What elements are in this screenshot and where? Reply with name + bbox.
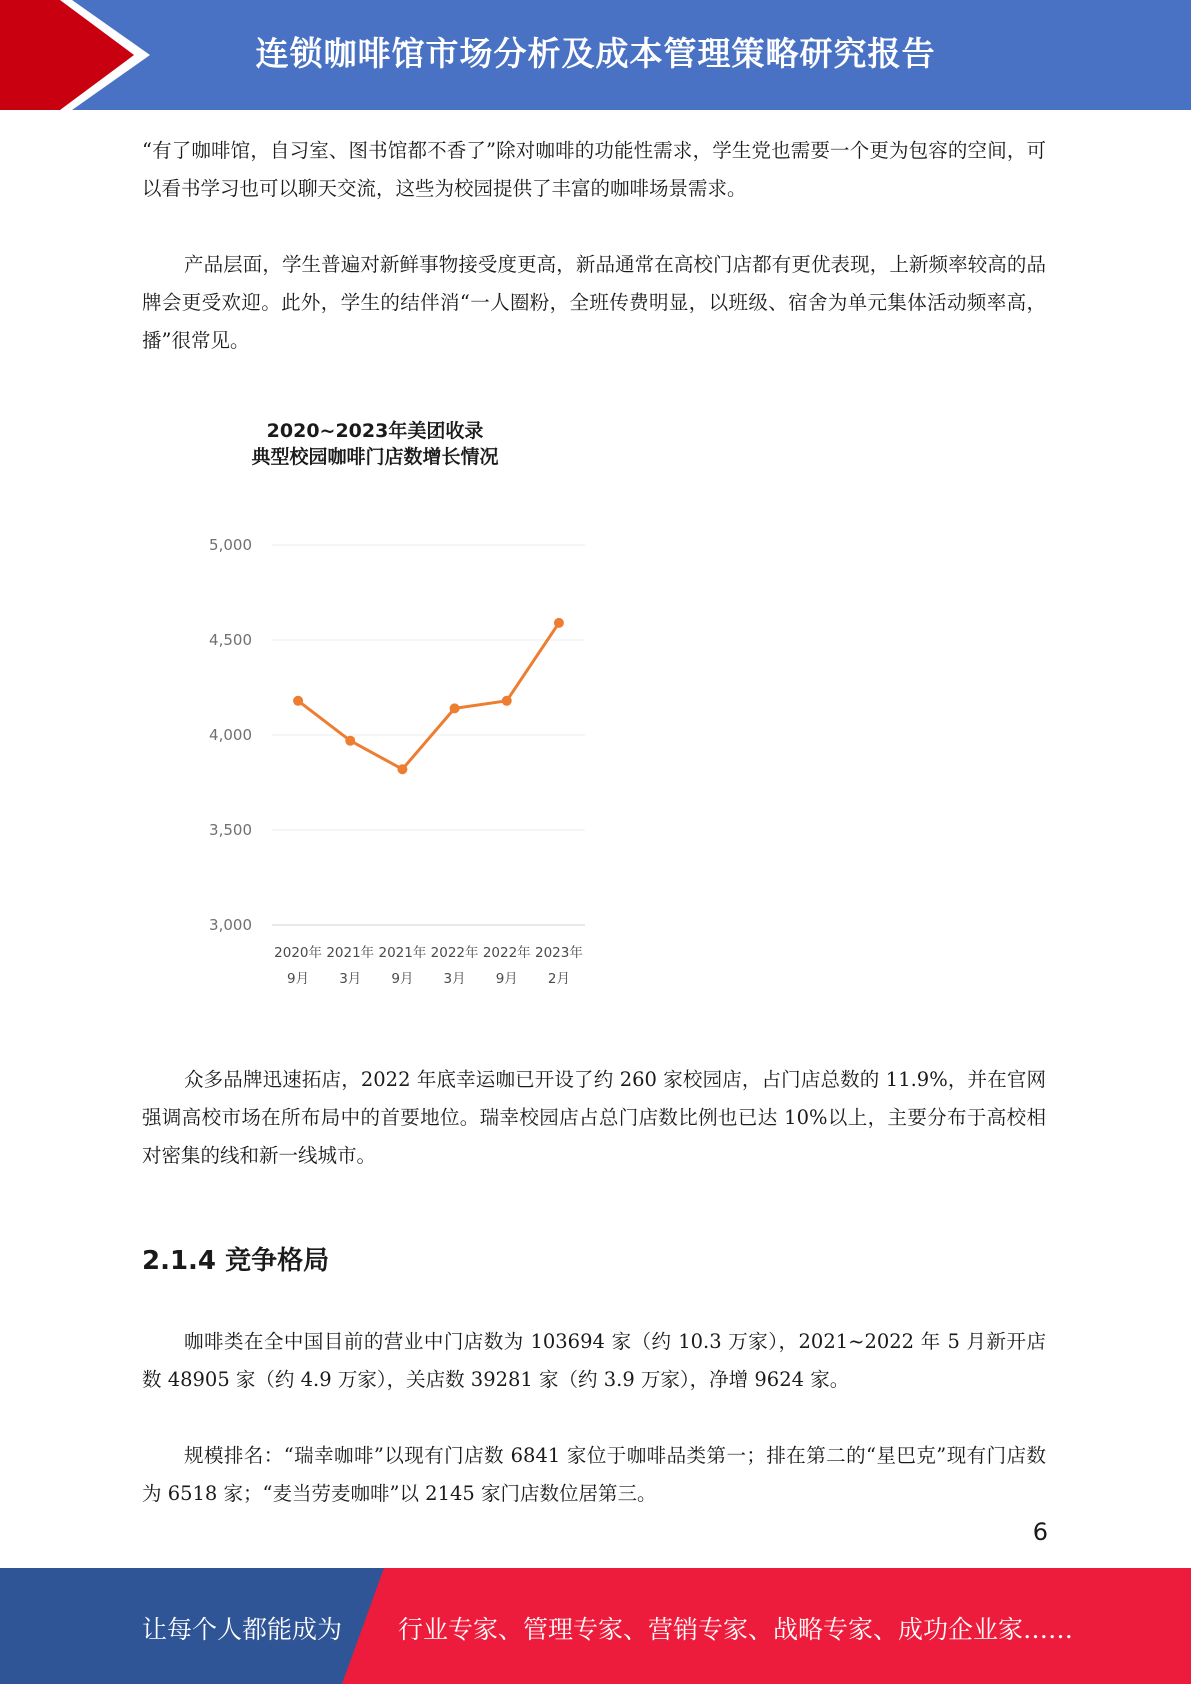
- y-tick-label: 3,000: [209, 916, 252, 934]
- paragraph-3: 众多品牌迅速拓店，2022 年底幸运咖已开设了约 260 家校园店，占门店总数的 11.9%，并在官网强调高校市场在所布局中的首要地位。瑞幸校园店占总门店数比例也已达 10%以上，主要分布于高校相对密集的线和新一线城市。: [142, 1068, 1046, 1167]
- data-point: [397, 764, 407, 774]
- x-tick-label: 3月: [443, 971, 466, 987]
- chart-title-line-1: 2020~2023年美团收录: [266, 420, 484, 442]
- y-tick-label: 4,000: [209, 726, 252, 744]
- report-title: 连锁咖啡馆市场分析及成本管理策略研究报告: [255, 34, 936, 73]
- series-line: [298, 623, 559, 769]
- data-point: [502, 696, 512, 706]
- x-tick-label: 9月: [495, 971, 518, 987]
- paragraph-5: 规模排名：“瑞幸咖啡”以现有门店数 6841 家位于咖啡品类第一；排在第二的“星巴克”现有门店数为 6518 家；“麦当劳麦咖啡”以 2145 家门店数位居第三。: [142, 1444, 1046, 1505]
- data-point: [554, 618, 564, 628]
- y-tick-label: 5,000: [209, 536, 252, 554]
- x-tick-label: 2020年: [274, 945, 323, 961]
- x-tick-label: 9月: [391, 971, 414, 987]
- x-tick-label: 2月: [547, 971, 570, 987]
- x-tick-label: 2022年: [482, 945, 531, 961]
- paragraph-4: 咖啡类在全中国目前的营业中门店数为 103694 家（约 10.3 万家），2021~2022 年 5 月新开店数 48905 家（约 4.9 万家），关店数 39281 家（约 3.9 万家），净增 9624 家。: [142, 1330, 1046, 1391]
- section-heading: 2.1.4 竞争格局: [142, 1246, 330, 1276]
- x-tick-label: 2023年: [534, 945, 583, 961]
- header-banner: [0, 0, 1191, 110]
- x-tick-label: 2021年: [326, 945, 375, 961]
- data-point: [345, 736, 355, 746]
- x-tick-label: 9月: [287, 971, 310, 987]
- y-tick-label: 3,500: [209, 821, 252, 839]
- x-tick-label: 3月: [339, 971, 362, 987]
- chart-title-line-2: 典型校园咖啡门店数增长情况: [251, 446, 499, 468]
- paragraph-1: “有了咖啡馆，自习室、图书馆都不香了”除对咖啡的功能性需求，学生党也需要一个更为包容的空间，可以看书学习也可以聊天交流，这些为校园提供了丰富的咖啡场景需求。: [142, 139, 1046, 200]
- line-chart: [180, 410, 600, 1000]
- data-point: [450, 703, 460, 713]
- x-tick-label: 2022年: [430, 945, 479, 961]
- paragraph-2: 产品层面，学生普遍对新鲜事物接受度更高，新品通常在高校门店都有更优表现，上新频率较高的品牌会更受欢迎。此外，学生的结伴消“一人圈粉，全班传费明显，以班级、宿舍为单元集体活动频率高，播”很常见。: [142, 253, 1046, 352]
- data-point: [293, 696, 303, 706]
- x-tick-label: 2021年: [378, 945, 427, 961]
- y-tick-label: 4,500: [209, 631, 252, 649]
- footer-slogan-left: 让每个人都能成为: [142, 1615, 343, 1644]
- page-number: 6: [1032, 1518, 1048, 1546]
- footer-slogan-right: 行业专家、管理专家、营销专家、战略专家、成功企业家……: [398, 1615, 1074, 1644]
